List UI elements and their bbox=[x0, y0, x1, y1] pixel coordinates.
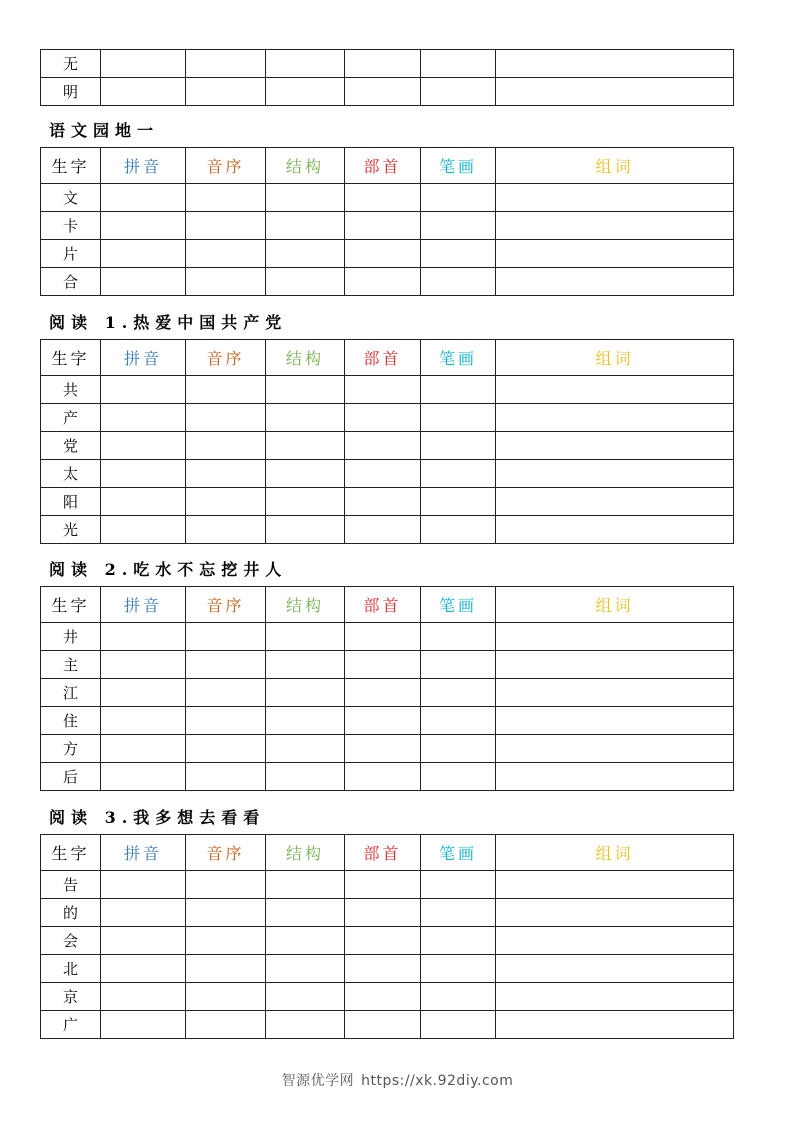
char-table bbox=[40, 147, 734, 296]
char-cell: 京 bbox=[41, 983, 101, 1011]
char-table bbox=[40, 834, 734, 1039]
header-pinyin: 拼音 bbox=[101, 835, 186, 871]
pinyin-cell[interactable] bbox=[101, 78, 186, 106]
strokes-cell[interactable] bbox=[421, 240, 496, 268]
header-strokes: 笔画 bbox=[421, 340, 496, 376]
radical-cell[interactable] bbox=[345, 212, 421, 240]
char-cell: 产 bbox=[41, 404, 101, 432]
table-row bbox=[41, 927, 734, 955]
strokes-cell[interactable] bbox=[421, 899, 496, 927]
radical-cell[interactable] bbox=[345, 376, 421, 404]
strokes-cell[interactable] bbox=[421, 212, 496, 240]
words-cell[interactable] bbox=[496, 1011, 734, 1039]
words-cell[interactable] bbox=[496, 651, 734, 679]
order-cell[interactable] bbox=[186, 184, 266, 212]
char-cell: 党 bbox=[41, 432, 101, 460]
radical-cell[interactable] bbox=[345, 432, 421, 460]
order-cell[interactable] bbox=[186, 376, 266, 404]
pinyin-cell[interactable] bbox=[101, 651, 186, 679]
table-row bbox=[41, 516, 734, 544]
table-row bbox=[41, 679, 734, 707]
strokes-cell[interactable] bbox=[421, 983, 496, 1011]
header-strokes: 笔画 bbox=[421, 148, 496, 184]
char-cell: 光 bbox=[41, 516, 101, 544]
table-row bbox=[41, 268, 734, 296]
char-cell: 方 bbox=[41, 735, 101, 763]
order-cell[interactable] bbox=[186, 460, 266, 488]
strokes-cell[interactable] bbox=[421, 735, 496, 763]
header-row bbox=[41, 340, 734, 376]
header-radical: 部首 bbox=[345, 835, 421, 871]
radical-cell[interactable] bbox=[345, 488, 421, 516]
words-cell[interactable] bbox=[496, 927, 734, 955]
table-row bbox=[41, 488, 734, 516]
structure-cell[interactable] bbox=[266, 927, 345, 955]
strokes-cell[interactable] bbox=[421, 460, 496, 488]
strokes-cell[interactable] bbox=[421, 679, 496, 707]
footer-site-name: 智源优学网 bbox=[281, 1073, 355, 1089]
header-words: 组词 bbox=[496, 835, 734, 871]
structure-cell[interactable] bbox=[266, 516, 345, 544]
header-radical: 部首 bbox=[345, 340, 421, 376]
char-cell: 共 bbox=[41, 376, 101, 404]
radical-cell[interactable] bbox=[345, 404, 421, 432]
pinyin-cell[interactable] bbox=[101, 1011, 186, 1039]
structure-cell[interactable] bbox=[266, 623, 345, 651]
header-structure: 结构 bbox=[266, 587, 345, 623]
table-row bbox=[41, 212, 734, 240]
radical-cell[interactable] bbox=[345, 516, 421, 544]
pinyin-cell[interactable] bbox=[101, 516, 186, 544]
order-cell[interactable] bbox=[186, 404, 266, 432]
table-row bbox=[41, 1011, 734, 1039]
words-cell[interactable] bbox=[496, 376, 734, 404]
table-row bbox=[41, 651, 734, 679]
table-row bbox=[41, 184, 734, 212]
structure-cell[interactable] bbox=[266, 679, 345, 707]
table-row bbox=[41, 707, 734, 735]
radical-cell[interactable] bbox=[345, 651, 421, 679]
pinyin-cell[interactable] bbox=[101, 212, 186, 240]
order-cell[interactable] bbox=[186, 927, 266, 955]
words-cell[interactable] bbox=[496, 871, 734, 899]
footer-url[interactable]: https://xk.92diy.com bbox=[361, 1073, 514, 1089]
table-row bbox=[41, 432, 734, 460]
structure-cell[interactable] bbox=[266, 268, 345, 296]
strokes-cell[interactable] bbox=[421, 955, 496, 983]
header-pinyin: 拼音 bbox=[101, 587, 186, 623]
radical-cell[interactable] bbox=[345, 460, 421, 488]
words-cell[interactable] bbox=[496, 763, 734, 791]
char-cell: 江 bbox=[41, 679, 101, 707]
pinyin-cell[interactable] bbox=[101, 983, 186, 1011]
header-structure: 结构 bbox=[266, 835, 345, 871]
pinyin-cell[interactable] bbox=[101, 50, 186, 78]
header-pinyin: 拼音 bbox=[101, 148, 186, 184]
char-cell: 无 bbox=[41, 50, 101, 78]
pinyin-cell[interactable] bbox=[101, 460, 186, 488]
order-cell[interactable] bbox=[186, 955, 266, 983]
header-row bbox=[41, 835, 734, 871]
order-cell[interactable] bbox=[186, 871, 266, 899]
char-cell: 会 bbox=[41, 927, 101, 955]
strokes-cell[interactable] bbox=[421, 488, 496, 516]
strokes-cell[interactable] bbox=[421, 184, 496, 212]
pinyin-cell[interactable] bbox=[101, 404, 186, 432]
strokes-cell[interactable] bbox=[421, 1011, 496, 1039]
radical-cell[interactable] bbox=[345, 679, 421, 707]
order-cell[interactable] bbox=[186, 240, 266, 268]
words-cell[interactable] bbox=[496, 955, 734, 983]
order-cell[interactable] bbox=[186, 78, 266, 106]
strokes-cell[interactable] bbox=[421, 871, 496, 899]
radical-cell[interactable] bbox=[345, 78, 421, 106]
order-cell[interactable] bbox=[186, 983, 266, 1011]
radical-cell[interactable] bbox=[345, 983, 421, 1011]
structure-cell[interactable] bbox=[266, 404, 345, 432]
char-cell: 广 bbox=[41, 1011, 101, 1039]
pinyin-cell[interactable] bbox=[101, 268, 186, 296]
order-cell[interactable] bbox=[186, 212, 266, 240]
words-cell[interactable] bbox=[496, 899, 734, 927]
order-cell[interactable] bbox=[186, 763, 266, 791]
order-cell[interactable] bbox=[186, 679, 266, 707]
table-row bbox=[41, 460, 734, 488]
strokes-cell[interactable] bbox=[421, 268, 496, 296]
structure-cell[interactable] bbox=[266, 763, 345, 791]
char-cell: 片 bbox=[41, 240, 101, 268]
strokes-cell[interactable] bbox=[421, 404, 496, 432]
char-cell: 北 bbox=[41, 955, 101, 983]
words-cell[interactable] bbox=[496, 623, 734, 651]
words-cell[interactable] bbox=[496, 184, 734, 212]
char-cell: 主 bbox=[41, 651, 101, 679]
structure-cell[interactable] bbox=[266, 955, 345, 983]
header-char: 生字 bbox=[41, 340, 101, 376]
char-cell: 阳 bbox=[41, 488, 101, 516]
header-strokes: 笔画 bbox=[421, 587, 496, 623]
structure-cell[interactable] bbox=[266, 488, 345, 516]
structure-cell[interactable] bbox=[266, 376, 345, 404]
order-cell[interactable] bbox=[186, 432, 266, 460]
radical-cell[interactable] bbox=[345, 735, 421, 763]
table-row bbox=[41, 376, 734, 404]
pinyin-cell[interactable] bbox=[101, 871, 186, 899]
radical-cell[interactable] bbox=[345, 707, 421, 735]
section-title: 阅读 2.吃水不忘挖井人 bbox=[49, 560, 288, 579]
structure-cell[interactable] bbox=[266, 1011, 345, 1039]
order-cell[interactable] bbox=[186, 516, 266, 544]
order-cell[interactable] bbox=[186, 623, 266, 651]
order-cell[interactable] bbox=[186, 899, 266, 927]
table-row bbox=[41, 735, 734, 763]
char-cell: 太 bbox=[41, 460, 101, 488]
header-words: 组词 bbox=[496, 587, 734, 623]
structure-cell[interactable] bbox=[266, 432, 345, 460]
header-strokes: 笔画 bbox=[421, 835, 496, 871]
char-cell: 告 bbox=[41, 871, 101, 899]
header-radical: 部首 bbox=[345, 587, 421, 623]
header-radical: 部首 bbox=[345, 148, 421, 184]
words-cell[interactable] bbox=[496, 212, 734, 240]
structure-cell[interactable] bbox=[266, 707, 345, 735]
strokes-cell[interactable] bbox=[421, 376, 496, 404]
strokes-cell[interactable] bbox=[421, 623, 496, 651]
words-cell[interactable] bbox=[496, 735, 734, 763]
header-structure: 结构 bbox=[266, 340, 345, 376]
char-cell: 住 bbox=[41, 707, 101, 735]
order-cell[interactable] bbox=[186, 268, 266, 296]
pinyin-cell[interactable] bbox=[101, 679, 186, 707]
structure-cell[interactable] bbox=[266, 899, 345, 927]
words-cell[interactable] bbox=[496, 50, 734, 78]
header-char: 生字 bbox=[41, 587, 101, 623]
radical-cell[interactable] bbox=[345, 899, 421, 927]
radical-cell[interactable] bbox=[345, 184, 421, 212]
pinyin-cell[interactable] bbox=[101, 488, 186, 516]
radical-cell[interactable] bbox=[345, 623, 421, 651]
table-row bbox=[41, 763, 734, 791]
pinyin-cell[interactable] bbox=[101, 927, 186, 955]
radical-cell[interactable] bbox=[345, 240, 421, 268]
table-row bbox=[41, 955, 734, 983]
char-cell: 后 bbox=[41, 763, 101, 791]
structure-cell[interactable] bbox=[266, 651, 345, 679]
header-order: 音序 bbox=[186, 835, 266, 871]
top-table bbox=[40, 49, 734, 106]
header-order: 音序 bbox=[186, 587, 266, 623]
pinyin-cell[interactable] bbox=[101, 735, 186, 763]
char-cell: 井 bbox=[41, 623, 101, 651]
words-cell[interactable] bbox=[496, 460, 734, 488]
pinyin-cell[interactable] bbox=[101, 240, 186, 268]
words-cell[interactable] bbox=[496, 679, 734, 707]
table-row bbox=[41, 623, 734, 651]
char-table bbox=[40, 339, 734, 544]
words-cell[interactable] bbox=[496, 78, 734, 106]
structure-cell[interactable] bbox=[266, 240, 345, 268]
structure-cell[interactable] bbox=[266, 50, 345, 78]
structure-cell[interactable] bbox=[266, 983, 345, 1011]
words-cell[interactable] bbox=[496, 707, 734, 735]
order-cell[interactable] bbox=[186, 707, 266, 735]
order-cell[interactable] bbox=[186, 488, 266, 516]
pinyin-cell[interactable] bbox=[101, 184, 186, 212]
header-order: 音序 bbox=[186, 340, 266, 376]
page-footer bbox=[0, 1070, 795, 1090]
structure-cell[interactable] bbox=[266, 735, 345, 763]
pinyin-cell[interactable] bbox=[101, 623, 186, 651]
char-cell: 合 bbox=[41, 268, 101, 296]
char-cell: 卡 bbox=[41, 212, 101, 240]
pinyin-cell[interactable] bbox=[101, 432, 186, 460]
table-row bbox=[41, 50, 734, 78]
pinyin-cell[interactable] bbox=[101, 899, 186, 927]
strokes-cell[interactable] bbox=[421, 78, 496, 106]
header-order: 音序 bbox=[186, 148, 266, 184]
strokes-cell[interactable] bbox=[421, 651, 496, 679]
radical-cell[interactable] bbox=[345, 871, 421, 899]
header-structure: 结构 bbox=[266, 148, 345, 184]
header-row bbox=[41, 148, 734, 184]
structure-cell[interactable] bbox=[266, 212, 345, 240]
table-row bbox=[41, 240, 734, 268]
order-cell[interactable] bbox=[186, 50, 266, 78]
char-cell: 的 bbox=[41, 899, 101, 927]
strokes-cell[interactable] bbox=[421, 927, 496, 955]
char-cell: 文 bbox=[41, 184, 101, 212]
words-cell[interactable] bbox=[496, 432, 734, 460]
radical-cell[interactable] bbox=[345, 50, 421, 78]
table-row bbox=[41, 899, 734, 927]
order-cell[interactable] bbox=[186, 735, 266, 763]
strokes-cell[interactable] bbox=[421, 763, 496, 791]
strokes-cell[interactable] bbox=[421, 50, 496, 78]
radical-cell[interactable] bbox=[345, 927, 421, 955]
table-row bbox=[41, 983, 734, 1011]
table-row bbox=[41, 871, 734, 899]
pinyin-cell[interactable] bbox=[101, 376, 186, 404]
structure-cell[interactable] bbox=[266, 871, 345, 899]
words-cell[interactable] bbox=[496, 268, 734, 296]
table-row bbox=[41, 404, 734, 432]
words-cell[interactable] bbox=[496, 983, 734, 1011]
pinyin-cell[interactable] bbox=[101, 707, 186, 735]
radical-cell[interactable] bbox=[345, 268, 421, 296]
header-char: 生字 bbox=[41, 148, 101, 184]
strokes-cell[interactable] bbox=[421, 707, 496, 735]
words-cell[interactable] bbox=[496, 488, 734, 516]
section-title: 阅读 1.热爱中国共产党 bbox=[49, 313, 288, 332]
words-cell[interactable] bbox=[496, 404, 734, 432]
words-cell[interactable] bbox=[496, 240, 734, 268]
radical-cell[interactable] bbox=[345, 955, 421, 983]
section-title: 语文园地一 bbox=[49, 121, 160, 140]
pinyin-cell[interactable] bbox=[101, 955, 186, 983]
order-cell[interactable] bbox=[186, 651, 266, 679]
header-char: 生字 bbox=[41, 835, 101, 871]
header-row bbox=[41, 587, 734, 623]
words-cell[interactable] bbox=[496, 516, 734, 544]
table-row bbox=[41, 78, 734, 106]
radical-cell[interactable] bbox=[345, 763, 421, 791]
header-pinyin: 拼音 bbox=[101, 340, 186, 376]
section-title: 阅读 3.我多想去看看 bbox=[49, 808, 266, 827]
strokes-cell[interactable] bbox=[421, 432, 496, 460]
structure-cell[interactable] bbox=[266, 460, 345, 488]
pinyin-cell[interactable] bbox=[101, 763, 186, 791]
radical-cell[interactable] bbox=[345, 1011, 421, 1039]
structure-cell[interactable] bbox=[266, 78, 345, 106]
structure-cell[interactable] bbox=[266, 184, 345, 212]
header-words: 组词 bbox=[496, 148, 734, 184]
char-table bbox=[40, 586, 734, 791]
strokes-cell[interactable] bbox=[421, 516, 496, 544]
order-cell[interactable] bbox=[186, 1011, 266, 1039]
char-cell: 明 bbox=[41, 78, 101, 106]
header-words: 组词 bbox=[496, 340, 734, 376]
